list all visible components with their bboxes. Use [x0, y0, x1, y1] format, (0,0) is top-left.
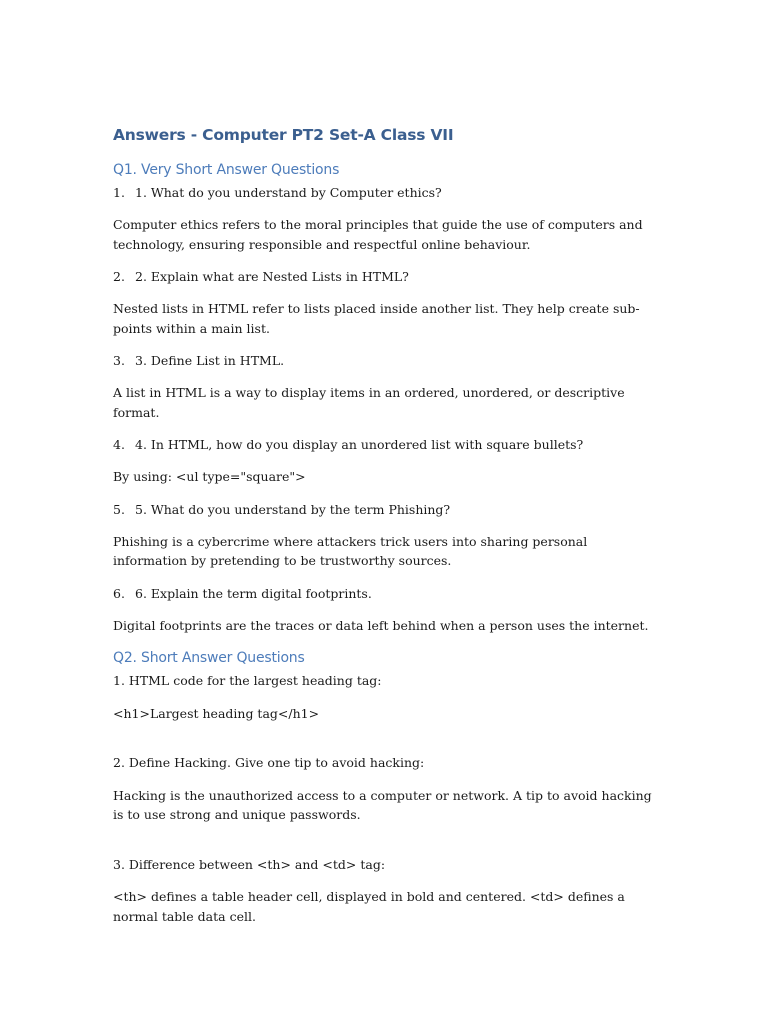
question-number: 6. [113, 585, 125, 601]
question-text: 1. HTML code for the largest heading tag: [113, 673, 382, 688]
question-item [113, 183, 658, 202]
answer-text: Computer ethics refers to the moral principles that guide the use of computers and technology, ensuring responsible and respectful online behaviour. [113, 217, 643, 252]
question-item [113, 584, 658, 603]
answer-text: <h1>Largest heading tag</h1> [113, 705, 320, 721]
question-number: 2. [113, 269, 125, 284]
answer-text: Hacking is the unauthorized access to a computer or network. A tip to avoid hacking is to use strong and unique passwords. [113, 787, 652, 822]
answer-text: Digital footprints are the traces or data left behind when a person uses the internet. [113, 617, 649, 633]
section-heading-q1: Q1. Very Short Answer Questions [113, 162, 340, 178]
answer-text: A list in HTML is a way to display items in an ordered, unordered, or descriptive format. [113, 385, 625, 420]
document-title: Answers - Computer PT2 Set-A Class VII [113, 126, 454, 144]
answer-text: Phishing is a cybercrime where attackers trick users into sharing personal information by pretending to be trustworthy sources. [113, 533, 588, 568]
question-number: 1. [113, 185, 125, 200]
spacer [113, 736, 658, 753]
question-text: 2. Define Hacking. Give one tip to avoid hacking: [113, 755, 425, 770]
question-item [113, 435, 658, 454]
question-text: 3. Define List in HTML. [135, 353, 285, 368]
answer-text: By using: <ul type="square"> [113, 469, 306, 484]
question-number: 5. [113, 501, 125, 517]
question-item [113, 500, 658, 519]
question-text: 2. Explain what are Nested Lists in HTML? [135, 269, 409, 284]
section-heading-q2: Q2. Short Answer Questions [113, 650, 305, 666]
question-text: 5. What do you understand by the term Phishing? [135, 501, 451, 517]
answer-text: Nested lists in HTML refer to lists placed inside another list. They help create sub-points within a main list. [113, 301, 640, 336]
question-text: 6. Explain the term digital footprints. [135, 585, 372, 601]
question-text: 1. What do you understand by Computer ethics? [135, 185, 442, 200]
answer-text: <th> defines a table header cell, displayed in bold and centered. <td> defines a normal table data cell. [113, 889, 625, 924]
question-item [113, 351, 658, 370]
question-item [113, 267, 658, 286]
question-number: 3. [113, 353, 125, 368]
document-content [113, 124, 658, 939]
question-text: 4. In HTML, how do you display an unordered list with square bullets? [135, 437, 584, 452]
question-number: 4. [113, 437, 125, 452]
question-text: 3. Difference between <th> and <td> tag: [113, 856, 386, 872]
spacer [113, 838, 658, 855]
